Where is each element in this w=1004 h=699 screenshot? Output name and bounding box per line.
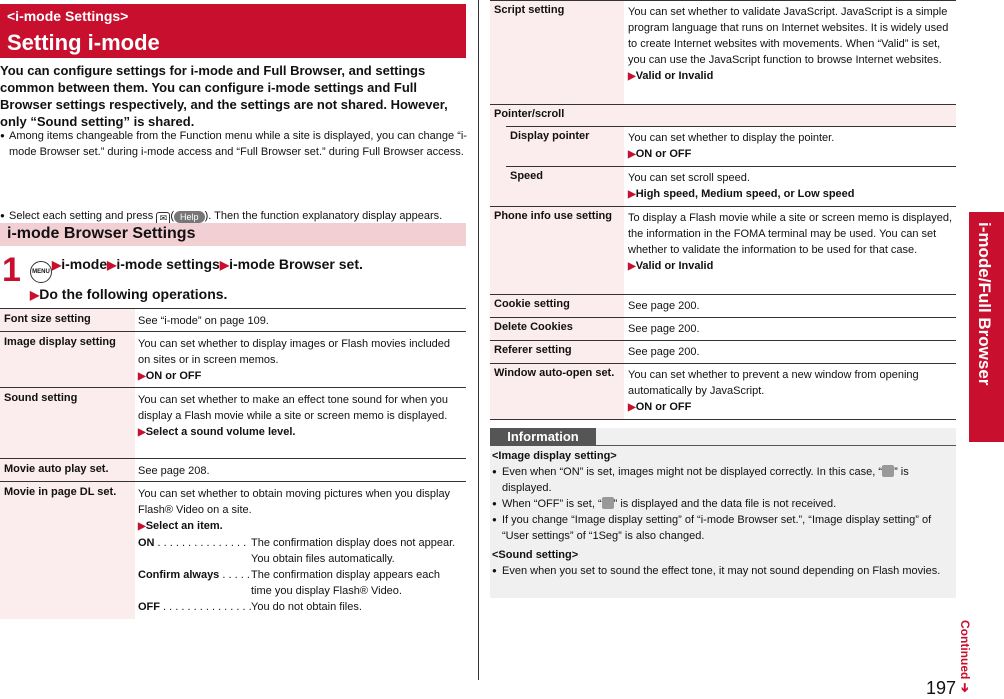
- category-title: <i-mode Settings>: [7, 8, 129, 24]
- information-content: [492, 448, 954, 579]
- section-heading: [0, 223, 466, 246]
- desc-referer: See page 200.: [628, 346, 700, 358]
- intro-text: You can configure settings for i-mode and Full Browser, and settings common between them. You can configure i-mode settings and Full Browser settings respectively, and the settings are not shared. However, only “Sound setting” is shared.: [0, 63, 448, 129]
- section-heading-text: i-mode Browser Settings: [7, 225, 196, 242]
- row-font-size: [0, 308, 466, 332]
- desc-window-auto: You can set whether to prevent a new window from opening automatically by JavaScript.: [628, 369, 919, 397]
- information-label: Information: [490, 428, 596, 445]
- row-referer: [490, 340, 956, 364]
- row-pointer-scroll: [490, 104, 956, 127]
- opt-sound: Select a sound volume level.: [145, 426, 296, 438]
- continued-label: Continued ➔: [958, 620, 972, 693]
- bullet-function-menu: ● Among items changeable from the Function menu while a site is displayed, you can change “i-mode Browser set.” during i-mode access and “Full Browser set.” during Full Browser access.: [0, 128, 475, 160]
- image-error-icon: [882, 465, 894, 477]
- row-movie-auto: [0, 458, 466, 482]
- help-key-icon: Help: [174, 211, 205, 223]
- option-confirm-always-desc: The confirmation display appears each time you display Flash® Video.: [251, 569, 440, 597]
- opt-image-display: ON or OFF: [145, 370, 202, 382]
- menu-key-icon: MENU: [30, 261, 52, 283]
- label-phone-info: Phone info use setting: [494, 210, 612, 222]
- label-cookie: Cookie setting: [494, 298, 570, 310]
- option-on: ON: [138, 537, 155, 549]
- information-rule: [490, 445, 956, 446]
- page-number: 197: [926, 678, 957, 698]
- row-script: [490, 0, 956, 105]
- step-number: 1: [2, 251, 21, 289]
- label-font-size: Font size setting: [4, 313, 91, 325]
- label-image-display: Image display setting: [4, 336, 116, 348]
- opt-speed: High speed, Medium speed, or Low speed: [635, 188, 855, 200]
- row-speed: [506, 166, 956, 207]
- step-path-1: i-mode: [61, 256, 108, 272]
- label-script: Script setting: [494, 4, 565, 16]
- arrow-icon: ▶: [219, 258, 230, 272]
- opt-phone-info: Valid or Invalid: [635, 260, 714, 272]
- desc-movie-auto: See page 208.: [138, 465, 210, 477]
- desc-display-pointer: You can set whether to display the pointer.: [628, 132, 835, 144]
- step-path-2: i-mode settings: [116, 256, 220, 272]
- arrow-icon: ▶: [628, 402, 636, 413]
- desc-script: You can set whether to validate JavaScript. JavaScript is a simple program language that runs on Internet websites. It is widely used to create Internet websites with movements. When “Valid” is set, you can use the JavaScript function to browse Internet websites.: [628, 6, 949, 66]
- pointer-scroll-indent: [490, 126, 506, 206]
- row-image-display: [0, 331, 466, 388]
- label-delete-cookies: Delete Cookies: [494, 321, 573, 333]
- arrow-icon: ▶: [107, 258, 117, 272]
- row-phone-info: [490, 206, 956, 295]
- column-divider: [478, 0, 479, 680]
- opt-window-auto: ON or OFF: [635, 401, 692, 413]
- desc-movie-dl: You can set whether to obtain moving pictures when you display Flash® Video on a site.: [138, 488, 451, 516]
- row-window-auto: [490, 363, 956, 420]
- opt-display-pointer: ON or OFF: [635, 148, 692, 160]
- desc-speed: You can set scroll speed.: [628, 172, 750, 184]
- arrow-icon: ▶: [628, 189, 636, 200]
- info-item-4: ● Even when you set to sound the effect tone, it may not sound depending on Flash movies.: [492, 563, 954, 579]
- bullet-help-pre: Select each setting and press: [9, 210, 154, 222]
- arrow-icon: ▶: [628, 261, 636, 272]
- label-movie-auto: Movie auto play set.: [4, 463, 109, 475]
- label-referer: Referer setting: [494, 344, 572, 356]
- step-path-3: i-mode Browser set.: [229, 256, 363, 272]
- info-item-1: ● Even when “ON” is set, images might not be displayed correctly. In this case, “ ” is displayed.: [492, 464, 954, 496]
- label-movie-dl: Movie in page DL set.: [4, 486, 117, 498]
- desc-delete-cookies: See page 200.: [628, 323, 700, 335]
- info-item-3: ● If you change “Image display setting” of “i-mode Browser set.”, “Image display setting” of “User settings” of “1Seg” is also changed.: [492, 512, 954, 544]
- desc-cookie: See page 200.: [628, 300, 700, 312]
- row-cookie: [490, 294, 956, 318]
- opt-script: Valid or Invalid: [635, 70, 714, 82]
- arrow-icon: ▶: [628, 149, 636, 160]
- arrow-icon: ▶: [30, 288, 40, 302]
- label-display-pointer: Display pointer: [510, 130, 590, 142]
- arrow-icon: ▶: [628, 71, 636, 82]
- arrow-icon: ▶: [138, 371, 146, 382]
- bullet-help-post: ). Then the function explanatory display appears.: [204, 210, 443, 222]
- chapter-tab: [969, 212, 1004, 442]
- page-title: Setting i-mode: [7, 30, 160, 55]
- arrow-icon: ▶: [52, 258, 62, 272]
- arrow-icon: ▶: [138, 521, 146, 532]
- option-on-desc: The confirmation display does not appear. You obtain files automatically.: [251, 537, 456, 565]
- label-window-auto: Window auto-open set.: [494, 367, 615, 379]
- desc-phone-info: To display a Flash movie while a site or screen memo is displayed, the information in the FOMA terminal may be used. You can set whether to validate the information to be used for that case.: [628, 212, 953, 256]
- opt-movie-dl: Select an item.: [145, 520, 223, 532]
- image-off-icon: [602, 497, 614, 509]
- option-off-desc: You do not obtain files.: [251, 601, 362, 613]
- step-path-4: Do the following operations.: [39, 286, 228, 302]
- desc-sound: You can set whether to make an effect tone sound for when you display a Flash movie while a site or screen memo is displayed.: [138, 394, 449, 422]
- label-speed: Speed: [510, 170, 544, 182]
- desc-image-display: You can set whether to display images or Flash movies included on sites or in screen memos.: [138, 338, 451, 366]
- label-sound: Sound setting: [4, 392, 78, 404]
- info-heading-sound: <Sound setting>: [492, 549, 579, 561]
- mail-key-icon: ✉: [156, 212, 170, 226]
- chapter-tab-label: i-mode/Full Browser: [975, 222, 994, 386]
- row-sound: [0, 387, 466, 459]
- bullet-help: ● Select each setting and press ✉ ( Help ). Then the function explanatory display appears.: [0, 208, 475, 226]
- info-item-2: ● When “OFF” is set, “ ” is displayed and the data file is not received.: [492, 496, 954, 512]
- row-delete-cookies: [490, 317, 956, 341]
- row-movie-dl: Movie in page DL set. You can set whether to obtain moving pictures when you display Flash® Video on a site. ▶Select an item. ON . . . . . . . . . . . . . . . The confirmation display does not appear. You obtain files automatically. Confirm always . . . . . . The confirmation display appears each time you display Flash® Video. OFF . . . . . . . . . . . . . . . You do not obtain files.: [0, 481, 466, 619]
- desc-font-size: See “i-mode” on page 109.: [138, 315, 269, 327]
- option-off: OFF: [138, 601, 160, 613]
- row-display-pointer: [506, 126, 956, 167]
- step-instructions: [30, 253, 466, 306]
- section-title-bar: [0, 4, 466, 58]
- option-confirm-always: Confirm always: [138, 569, 220, 581]
- label-pointer-scroll: Pointer/scroll: [494, 108, 565, 120]
- info-heading-image: <Image display setting>: [492, 450, 617, 462]
- arrow-icon: ▶: [138, 427, 146, 438]
